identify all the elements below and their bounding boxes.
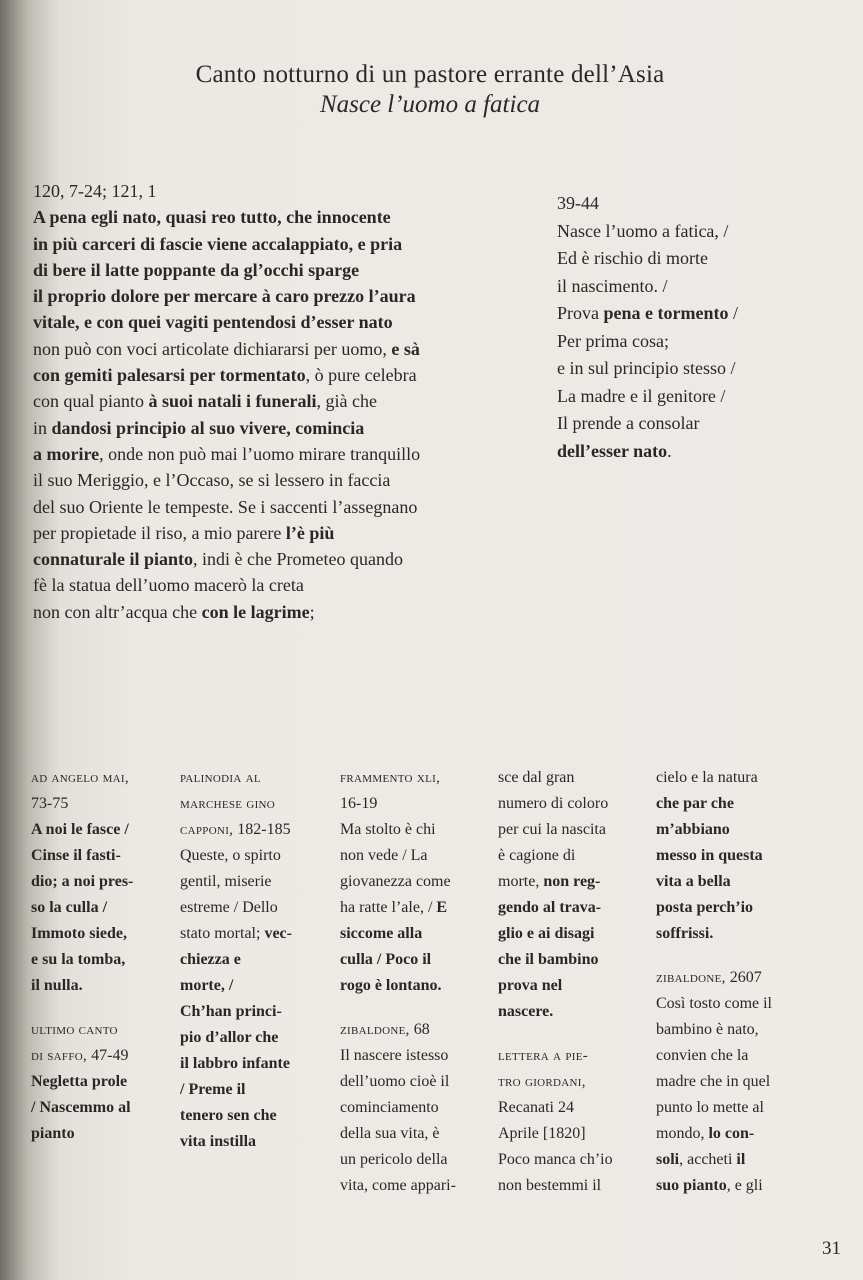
text-line: [180, 869, 330, 895]
text-segment: cominciamento: [340, 1099, 439, 1116]
text-line: [498, 1173, 648, 1199]
page-number: 31: [822, 1238, 841, 1259]
text-segment: e in sul principio stesso /: [557, 358, 736, 378]
text-line: [33, 467, 513, 493]
bold-text: messo in questa: [656, 847, 763, 864]
text-line: [498, 1121, 648, 1147]
text-segment: estreme / Dello: [180, 899, 278, 916]
text-line: [33, 599, 513, 625]
text-line: [31, 973, 171, 999]
bold-text: che par che: [656, 795, 734, 812]
column-5: [656, 765, 806, 1199]
text-segment: Nasce l’uomo a fatica, /: [557, 220, 729, 241]
page-title: Canto notturno di un pastore errante dell’Asia: [195, 61, 665, 88]
text-segment: bambino è nato,: [656, 1021, 759, 1038]
text-line: [340, 765, 490, 791]
text-segment: Recanati 24: [498, 1099, 574, 1116]
text-segment: punto lo mette al: [656, 1099, 764, 1116]
text-segment: .: [667, 440, 672, 461]
text-segment: vita, come appari-: [340, 1177, 456, 1194]
text-line: [31, 765, 171, 791]
text-line: [656, 817, 806, 843]
section-gap: [498, 1025, 648, 1043]
text-line: [180, 947, 330, 973]
column-4: [498, 765, 648, 1199]
text-line: [31, 817, 171, 843]
bold-text: morte, /: [180, 977, 234, 994]
text-segment: Ma stolto è chi: [340, 821, 436, 838]
bold-text: chiezza e: [180, 951, 241, 968]
text-segment: Così tosto come il: [656, 995, 772, 1012]
text-line: [656, 791, 806, 817]
text-line: [340, 1017, 490, 1043]
text-line: [656, 843, 806, 869]
text-line: [656, 895, 806, 921]
text-line: [498, 869, 648, 895]
source-heading: ad angelo mai,: [31, 770, 129, 786]
text-segment: Per prima cosa;: [557, 330, 669, 351]
text-line: [557, 410, 807, 438]
text-segment: , onde non può mai l’uomo mirare tranquillo: [99, 443, 421, 464]
text-line: [33, 362, 513, 388]
text-line: [31, 895, 171, 921]
text-segment: per propietade il riso, a mio parere: [33, 522, 286, 543]
text-line: [33, 257, 513, 283]
text-line: [557, 355, 807, 383]
text-segment: giovanezza come: [340, 873, 451, 890]
text-line: [656, 1069, 806, 1095]
bold-text: il: [736, 1151, 746, 1168]
text-line: [31, 1095, 171, 1121]
text-line: [498, 1095, 648, 1121]
text-line: [31, 1069, 171, 1095]
text-line: [180, 999, 330, 1025]
text-line: [180, 843, 330, 869]
text-line: [340, 921, 490, 947]
text-line: [31, 1043, 171, 1069]
text-line: [498, 895, 648, 921]
text-line: [180, 1129, 330, 1155]
section-gap: [656, 947, 806, 965]
text-segment: è cagione di: [498, 847, 576, 864]
bold-text: Negletta prole: [31, 1073, 128, 1090]
text-line: [498, 1069, 648, 1095]
text-line: [557, 438, 807, 466]
text-segment: 68: [413, 1021, 430, 1038]
text-line: [557, 273, 807, 301]
text-segment: , ò pure celebra: [305, 365, 417, 386]
bold-text: pena e tormento: [603, 303, 729, 323]
main-passage-left: [33, 178, 513, 625]
bold-text: di bere il latte poppante da gl’occhi sparge: [33, 259, 360, 280]
text-segment: numero di coloro: [498, 795, 609, 812]
bold-text: culla / Poco il: [340, 951, 432, 968]
text-line: [340, 973, 490, 999]
bold-text: dandosi principio al suo vivere, comincia: [51, 417, 365, 438]
bold-text: dio; a noi pres-: [31, 873, 134, 890]
text-line: [557, 383, 807, 411]
bold-text: gendo al trava-: [498, 899, 602, 916]
text-segment: 182-185: [237, 821, 291, 838]
text-line: [340, 1095, 490, 1121]
bold-text: / Preme il: [180, 1081, 246, 1098]
bold-text: / Nascemmo al: [31, 1099, 131, 1116]
bold-text: lo con-: [708, 1125, 755, 1142]
text-segment: il suo Meriggio, e l’Occaso, se si lessero in faccia: [33, 470, 391, 491]
bold-text: Cinse il fasti-: [31, 847, 121, 864]
text-segment: /: [728, 303, 738, 323]
text-segment: non vede / La: [340, 847, 428, 864]
section-gap: [31, 999, 171, 1017]
text-line: [31, 843, 171, 869]
text-segment: ha ratte l’ale, /: [340, 899, 437, 916]
passage-text: [33, 204, 513, 625]
text-segment: fè la statua dell’uomo macerò la creta: [33, 575, 304, 596]
text-segment: mondo,: [656, 1125, 709, 1142]
bold-text: il proprio dolore per mercare à caro prezzo l’aura: [33, 286, 416, 307]
text-line: [31, 921, 171, 947]
source-heading: lettera a pie-: [498, 1048, 589, 1064]
text-line: [180, 1077, 330, 1103]
text-line: [340, 843, 490, 869]
text-segment: La madre e il genitore /: [557, 385, 726, 406]
text-segment: non con altr’acqua che: [33, 601, 202, 622]
bold-text: suo pianto: [656, 1177, 727, 1194]
bold-text: pianto: [31, 1125, 75, 1142]
text-line: [498, 791, 648, 817]
source-heading: frammento xli,: [340, 770, 441, 786]
text-line: [180, 817, 330, 843]
text-line: [656, 765, 806, 791]
main-passage-right: [557, 190, 807, 465]
page-subtitle: Nasce l’uomo a fatica: [319, 91, 541, 118]
source-heading: tro giordani,: [498, 1074, 586, 1090]
bold-text: a morire: [33, 443, 100, 464]
title-block: [120, 60, 740, 120]
text-segment: 47-49: [91, 1047, 129, 1064]
bold-text: vita instilla: [180, 1133, 257, 1150]
text-line: [31, 869, 171, 895]
text-line: [33, 441, 513, 467]
bold-text: soli: [656, 1151, 680, 1168]
bold-text: e su la tomba,: [31, 951, 126, 968]
source-heading: palinodia al: [180, 770, 261, 786]
text-line: [31, 1121, 171, 1147]
poem-text: [557, 218, 807, 466]
bold-text: connaturale il pianto: [33, 549, 194, 570]
text-segment: madre che in quel: [656, 1073, 771, 1090]
text-line: [498, 1043, 648, 1069]
text-line: [557, 245, 807, 273]
bold-text: Ch’han princi-: [180, 1003, 282, 1020]
text-segment: convien che la: [656, 1047, 749, 1064]
text-line: [656, 965, 806, 991]
text-segment: , indi è che Prometeo quando: [193, 549, 403, 570]
bold-text: che il bambino: [498, 951, 599, 968]
bold-text: nascere.: [498, 1003, 554, 1020]
text-line: [557, 218, 807, 246]
text-line: [656, 991, 806, 1017]
bold-text: A noi le fasce /: [31, 821, 129, 838]
text-segment: Prova: [557, 303, 604, 323]
bold-text: rogo è lontano.: [340, 977, 442, 994]
text-segment: della sua vita, è: [340, 1125, 440, 1142]
text-segment: stato mortal;: [180, 925, 265, 942]
text-segment: ;: [309, 601, 315, 622]
text-segment: 73-75: [31, 795, 69, 812]
text-segment: , già che: [316, 391, 377, 412]
text-line: [340, 1069, 490, 1095]
bold-text: vec-: [264, 925, 292, 942]
text-line: [33, 283, 513, 309]
text-line: [340, 895, 490, 921]
text-line: [498, 765, 648, 791]
text-line: [180, 1051, 330, 1077]
bold-text: dell’esser nato: [557, 440, 668, 461]
text-line: [33, 388, 513, 414]
text-line: [33, 336, 513, 362]
text-line: [31, 947, 171, 973]
text-segment: gentil, miserie: [180, 873, 272, 890]
bold-text: con le lagrime: [201, 601, 310, 622]
text-segment: Aprile [1820]: [498, 1125, 586, 1142]
text-line: [340, 1173, 490, 1199]
text-line: [31, 1017, 171, 1043]
text-line: [557, 300, 807, 328]
text-segment: dell’uomo cioè il: [340, 1073, 450, 1090]
bold-text: glio e ai disagi: [498, 925, 595, 942]
bold-text: so la culla /: [31, 899, 108, 916]
bold-text: con gemiti palesarsi per tormentato: [33, 365, 306, 386]
text-line: [340, 869, 490, 895]
text-segment: un pericolo della: [340, 1151, 448, 1168]
bold-text: vita a bella: [656, 873, 731, 890]
bold-text: soffrissi.: [656, 925, 714, 942]
column-3: [340, 765, 490, 1199]
text-line: [180, 973, 330, 999]
text-segment: Il nascere istesso: [340, 1047, 449, 1064]
bold-text: pio d’allor che: [180, 1029, 279, 1046]
text-segment: Queste, o spirto: [180, 847, 281, 864]
section-gap: [340, 999, 490, 1017]
text-segment: sce dal gran: [498, 769, 575, 786]
column-2: [180, 765, 330, 1155]
text-segment: Poco manca ch’io: [498, 1151, 613, 1168]
text-line: [498, 999, 648, 1025]
text-line: [656, 1095, 806, 1121]
bold-text: l’è più: [285, 522, 335, 543]
bold-text: à suoi natali i funerali: [148, 391, 317, 412]
text-line: [498, 973, 648, 999]
text-line: [180, 1103, 330, 1129]
text-line: [656, 869, 806, 895]
text-segment: non può con voci articolate dichiararsi per uomo,: [33, 338, 392, 359]
text-line: [656, 1173, 806, 1199]
bold-text: posta perch’io: [656, 899, 754, 916]
text-segment: morte,: [498, 873, 544, 890]
text-line: [340, 1121, 490, 1147]
text-line: [180, 791, 330, 817]
source-heading: di saffo,: [31, 1048, 92, 1064]
bold-text: Immoto siede,: [31, 925, 127, 942]
bold-text: prova nel: [498, 977, 563, 994]
source-heading: ultimo canto: [31, 1022, 118, 1038]
text-line: [498, 921, 648, 947]
passage-reference: 120, 7-24; 121, 1: [33, 181, 157, 201]
source-heading: zibaldone,: [656, 970, 730, 986]
text-line: [340, 1043, 490, 1069]
source-heading: zibaldone,: [340, 1022, 414, 1038]
bold-text: siccome alla: [340, 925, 423, 942]
text-segment: Ed è rischio di morte: [557, 248, 708, 268]
text-line: [33, 204, 513, 230]
text-line: [656, 1043, 806, 1069]
text-line: [498, 947, 648, 973]
text-line: [180, 895, 330, 921]
text-segment: , e gli: [726, 1177, 763, 1194]
bold-text: E: [436, 899, 448, 916]
text-line: [340, 791, 490, 817]
bold-text: e sà: [391, 338, 420, 359]
bold-text: il labbro infante: [180, 1055, 290, 1072]
text-segment: 16-19: [340, 795, 378, 812]
bold-text: tenero sen che: [180, 1107, 277, 1124]
poem-reference: 39-44: [557, 193, 599, 213]
text-line: [180, 1025, 330, 1051]
text-segment: il nascimento. /: [557, 275, 668, 296]
text-line: [656, 1017, 806, 1043]
text-segment: non bestemmi il: [498, 1177, 602, 1194]
text-line: [557, 328, 807, 356]
text-line: [180, 765, 330, 791]
text-line: [340, 1147, 490, 1173]
bold-text: non reg-: [543, 873, 601, 890]
text-segment: in: [33, 417, 52, 438]
text-line: [33, 572, 513, 598]
text-line: [180, 921, 330, 947]
source-heading: capponi,: [180, 822, 238, 838]
text-line: [33, 309, 513, 335]
text-line: [340, 817, 490, 843]
text-line: [33, 494, 513, 520]
text-segment: 2607: [729, 969, 762, 986]
text-line: [498, 1147, 648, 1173]
text-segment: per cui la nascita: [498, 821, 606, 838]
text-segment: del suo Oriente le tempeste. Se i saccenti l’assegnano: [33, 496, 418, 517]
source-heading: marchese gino: [180, 796, 276, 812]
bold-text: vitale, e con quei vagiti pentendosi d’esser nato: [33, 312, 393, 333]
text-segment: cielo e la natura: [656, 769, 758, 786]
text-line: [340, 947, 490, 973]
text-line: [656, 1147, 806, 1173]
bold-text: il nulla.: [31, 977, 83, 994]
column-1: [31, 765, 171, 1147]
bold-text: m’abbiano: [656, 821, 730, 838]
text-line: [656, 1121, 806, 1147]
text-line: [33, 415, 513, 441]
bold-text: in più carceri di fascie viene accalappiato, e pria: [33, 233, 403, 254]
text-segment: , accheti: [679, 1151, 737, 1168]
bold-text: A pena egli nato, quasi reo tutto, che innocente: [33, 207, 391, 228]
text-segment: con qual pianto: [33, 391, 149, 412]
text-line: [498, 817, 648, 843]
text-line: [656, 921, 806, 947]
text-segment: Il prende a consolar: [557, 413, 700, 433]
text-line: [33, 546, 513, 572]
text-line: [498, 843, 648, 869]
text-line: [31, 791, 171, 817]
text-line: [33, 231, 513, 257]
text-line: [33, 520, 513, 546]
